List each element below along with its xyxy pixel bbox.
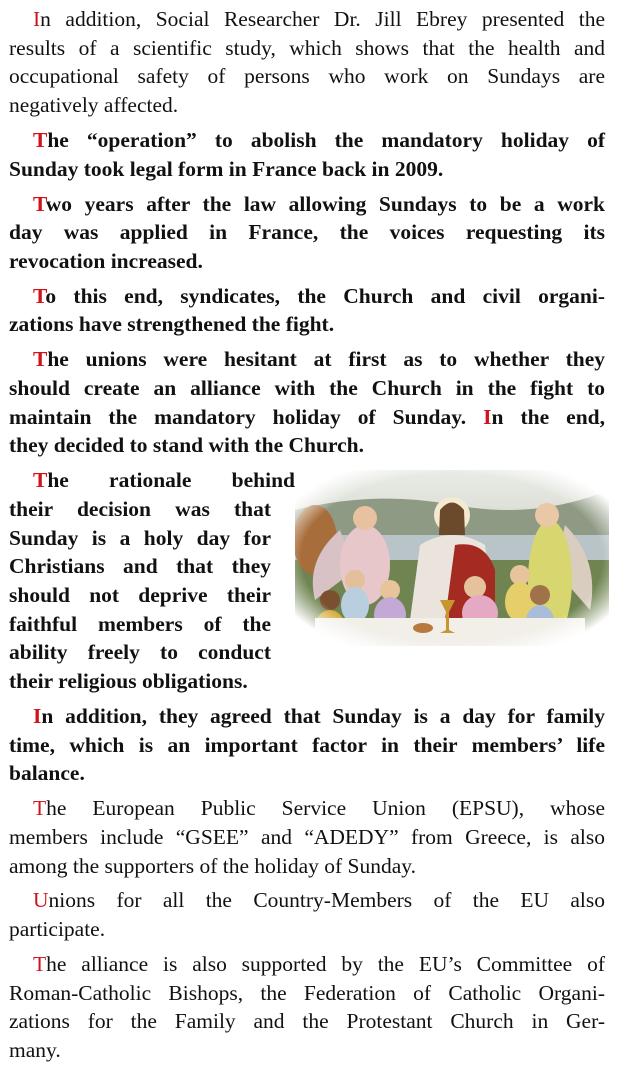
text-segment: n the end, [491,404,605,429]
paragraph [9,282,605,339]
text-line [9,702,605,731]
text-line: Roman-Catholic Bishops, the Federation of Catholic Organi- [9,980,605,1005]
text-line: Sunday is a holy day for [9,525,271,550]
text-line [9,886,605,915]
initial-letter: T [33,127,48,152]
text-line: many. [9,1038,61,1063]
text-segment: n addition, Social Researcher Dr. Jill Ebrey presented the [40,7,605,31]
text-line: members include “GSEE” and “ADEDY” from Greece, is also [9,824,605,849]
text-line: day was applied in France, the voices requesting its [9,220,605,245]
text-line [9,282,605,311]
text-line [9,403,605,432]
text-segment: n addition, they agreed that Sunday is a day for family [41,703,605,728]
paragraph [9,794,605,880]
text-line [9,794,605,823]
text-line: zations for the Family and the Protestant Church in Ger- [9,1009,605,1034]
text-line: participate. [9,917,106,942]
initial-letter: I [483,404,492,429]
initial-letter: T [33,283,46,308]
initial-letter: T [33,796,47,821]
paragraph [9,345,605,460]
text-line: Sunday took legal form in France back in 2009. [9,156,444,181]
text-line: their decision was that [9,496,271,521]
paragraph [9,190,605,276]
text-line: among the supporters of the holiday of Sunday. [9,853,417,878]
text-line [9,126,605,155]
text-line: zations have strengthened the fight. [9,312,335,337]
text-line [9,466,295,495]
text-line: should create an alliance with the Church in the fight to [9,376,605,400]
text-line [9,190,605,219]
paragraph [9,886,605,943]
text-segment: he unions were hesitant at first as to whether they [47,347,605,372]
text-line: should not deprive their [9,583,271,607]
text-line [9,950,605,979]
initial-letter: T [33,347,48,372]
initial-letter: U [33,888,49,913]
text-line: they decided to stand with the Church. [9,433,364,458]
paragraph [9,702,605,788]
text-line: balance. [9,761,85,786]
text-line [9,5,605,34]
text-segment: wo years after the law allowing Sundays to be a work [45,191,605,216]
text-line: faithful members of the [9,611,271,636]
religious-painting-image [295,470,609,646]
text-segment: nions for all the Country-Members of the EU also [48,888,605,913]
paragraph [9,950,605,1065]
initial-letter: T [33,468,48,493]
initial-letter: I [33,703,42,728]
text-segment: he European Public Service Union (EPSU), whose [46,796,605,821]
text-segment: maintain the mandatory holiday of Sunday. [9,404,484,429]
text-line: time, which is an important factor in their members’ life [9,732,605,757]
paragraph [9,126,605,183]
text-line: ability freely to conduct [9,640,271,665]
initial-letter: T [33,952,47,976]
text-line: their religious obligations. [9,669,248,694]
text-line: Christians and that they [9,554,271,579]
text-line [9,345,605,374]
text-segment: o this end, syndicates, the Church and civil organi- [45,283,605,308]
text-line: occupational safety of persons who work on Sundays are [9,64,605,89]
text-line: results of a scientific study, which shows that the health and [9,35,605,60]
text-segment: he alliance is also supported by the EU’s Committee of [46,952,605,976]
initial-letter: T [33,191,46,216]
text-segment: he “operation” to abolish the mandatory holiday of [47,127,605,152]
text-segment: he rationale behind [47,468,295,493]
text-line: revocation increased. [9,248,203,273]
paragraph [9,5,605,120]
initial-letter: I [33,7,41,31]
text-line: negatively affected. [9,93,179,118]
